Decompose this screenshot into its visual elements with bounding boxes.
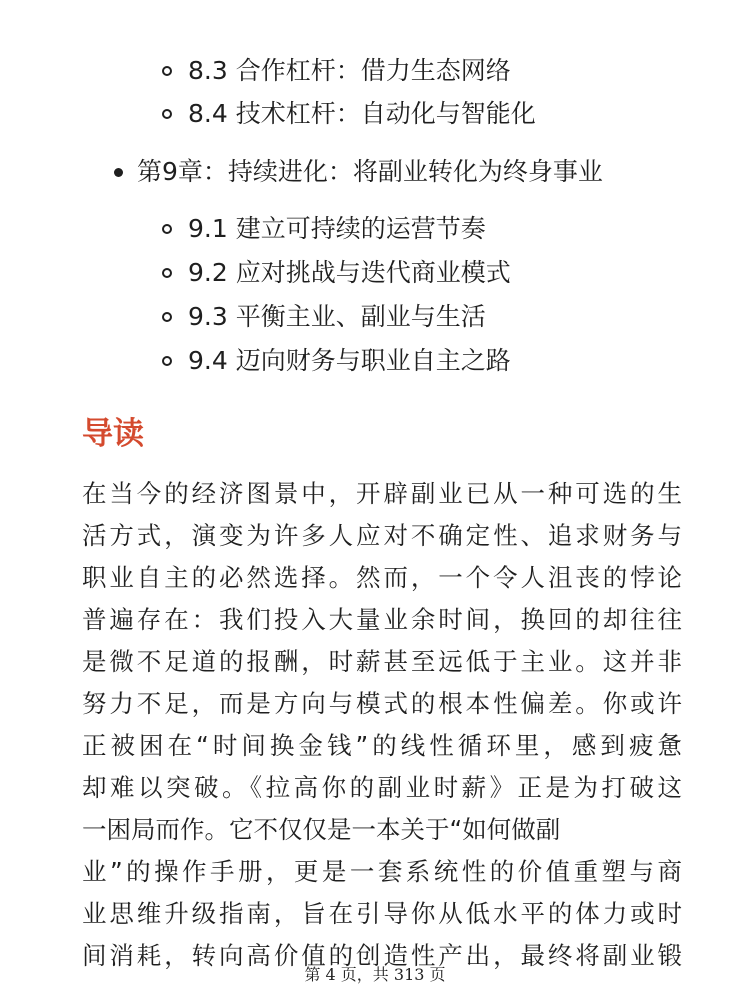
toc-item-number: 9.4 — [188, 346, 228, 375]
paragraph-line: 在当今的经济图景中，开辟副业已从一种可选的生 — [82, 479, 682, 508]
paragraph-line: 是微不足道的报酬，时薪甚至远低于主业。这并非 — [82, 647, 682, 676]
toc-item-8-3 — [162, 56, 511, 86]
toc-chapter-9 — [114, 157, 603, 187]
toc-item-title: 迈向财务与职业自主之路 — [235, 346, 511, 375]
paragraph-line: 业思维升级指南，旨在引导你从低水平的体力或时 — [82, 899, 682, 928]
circle-bullet-icon — [162, 224, 172, 234]
disc-bullet-icon — [114, 168, 123, 177]
paragraph-line: 活方式，演变为许多人应对不确定性、追求财务与 — [82, 521, 682, 550]
toc-item-number: 9.2 — [188, 258, 228, 287]
toc-item-9-3 — [162, 302, 486, 332]
circle-bullet-icon — [162, 312, 172, 322]
toc-item-number: 8.3 — [188, 56, 228, 85]
paragraph-line: 一困局而作。它不仅仅是一本关于“如何做副 — [82, 815, 561, 844]
circle-bullet-icon — [162, 356, 172, 366]
toc-item-9-1 — [162, 214, 486, 244]
paragraph-line: 却难以突破。《拉高你的副业时薪》正是为打破这 — [82, 773, 682, 802]
circle-bullet-icon — [162, 66, 172, 76]
circle-bullet-icon — [162, 268, 172, 278]
toc-item-title: 平衡主业、副业与生活 — [235, 302, 486, 331]
chapter-label: 第9章：持续进化：将副业转化为终身事业 — [137, 157, 603, 186]
toc-item-number: 9.1 — [188, 214, 228, 243]
toc-item-title: 应对挑战与迭代商业模式 — [235, 258, 511, 287]
paragraph-line: 间消耗，转向高价值的创造性产出，最终将副业锻 — [82, 941, 682, 970]
toc-item-title: 技术杠杆：自动化与智能化 — [235, 99, 536, 128]
paragraph-line: 努力不足，而是方向与模式的根本性偏差。你或许 — [82, 689, 682, 718]
toc-item-number: 9.3 — [188, 302, 228, 331]
toc-item-9-2 — [162, 258, 511, 288]
toc-item-title: 合作杠杆：借力生态网络 — [235, 56, 511, 85]
section-heading: 导读 — [82, 416, 144, 452]
page-number-footer: 第 4 页，共 313 页 — [304, 965, 446, 984]
toc-item-title: 建立可持续的运营节奏 — [235, 214, 486, 243]
toc-item-8-4 — [162, 99, 536, 129]
paragraph-line: 正被困在“时间换金钱”的线性循环里，感到疲惫 — [82, 731, 682, 760]
toc-item-number: 8.4 — [188, 99, 228, 128]
toc-item-9-4 — [162, 346, 511, 376]
paragraph-line: 职业自主的必然选择。然而，一个令人沮丧的悖论 — [82, 563, 682, 592]
circle-bullet-icon — [162, 109, 172, 119]
paragraph-line: 业”的操作手册，更是一套系统性的价值重塑与商 — [82, 857, 682, 886]
paragraph-line: 普遍存在：我们投入大量业余时间，换回的却往往 — [82, 605, 682, 634]
